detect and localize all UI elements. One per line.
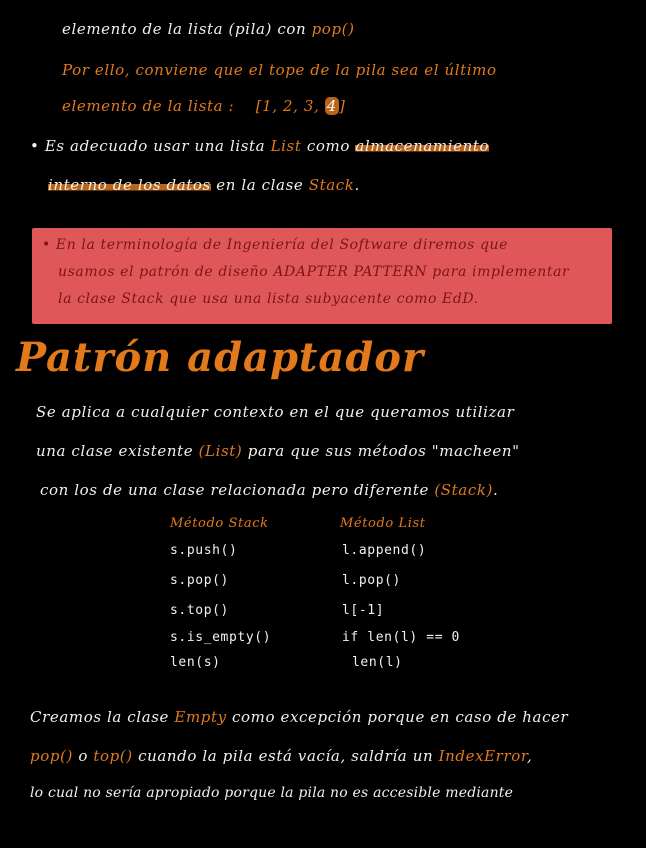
closing-code-top: top() (93, 747, 133, 765)
table-header-list: Método List (340, 516, 426, 531)
closing-line-1-b: como excepción porque en caso de hacer (232, 708, 569, 726)
closing-code-indexerror: IndexError (438, 747, 527, 765)
note-marker: • (42, 237, 51, 253)
section-para-2-b: para que sus métodos "macheen" (247, 442, 520, 460)
intro-line-1-text: elemento de la lista (pila) con (62, 20, 307, 38)
intro-line-2: Por ello, conviene que el tope de la pila sea el último (62, 61, 497, 79)
bullet-1-text-a: Es adecuado usar una lista (44, 137, 266, 155)
section-para-2-code: (List) (198, 442, 243, 460)
section-title: Patrón adaptador (16, 334, 425, 381)
intro-line-3 (62, 97, 345, 115)
intro-line-1 (62, 20, 355, 38)
closing-line-2 (30, 747, 532, 765)
bullet-1-marker: • (30, 137, 40, 155)
bullet-1-text-b: como (306, 137, 350, 155)
bullet-1-code-stack: Stack (308, 176, 355, 194)
note-line-2: usamos el patrón de diseño ADAPTER PATTERN para implementar (58, 264, 570, 280)
intro-line-3-text: elemento de la lista : (62, 97, 235, 115)
bullet-1-highlight-b: interno de los datos (48, 176, 211, 194)
list-prefix: [1, 2, 3, (255, 97, 320, 115)
section-para-3 (40, 481, 498, 499)
section-para-2-a: una clase existente (36, 442, 194, 460)
bullet-1-line-1 (30, 137, 489, 155)
table-cell-list-pop: l.pop() (342, 573, 401, 588)
bullet-1-code-list: List (270, 137, 302, 155)
closing-line-3: lo cual no sería apropiado porque la pila no es accesible mediante (30, 785, 514, 801)
note-line-3: la clase Stack que usa una lista subyacente como EdD. (58, 291, 479, 307)
list-suffix: ] (338, 97, 346, 115)
note-box (32, 228, 612, 324)
table-cell-list-len-check: if len(l) == 0 (342, 630, 460, 645)
table-cell-stack-len: len(s) (170, 655, 221, 670)
pop-code: pop() (311, 20, 355, 38)
table-cell-list-append: l.append() (342, 543, 427, 558)
table-header-stack: Método Stack (170, 516, 269, 531)
closing-line-1-a: Creamos la clase (30, 708, 170, 726)
table-cell-stack-pop: s.pop() (170, 573, 229, 588)
section-para-3-code: (Stack) (434, 481, 493, 499)
note-line-1-text: En la terminología de Ingeniería del Software diremos que (55, 237, 509, 253)
bullet-1-end: . (354, 176, 360, 194)
closing-code-empty: Empty (174, 708, 227, 726)
table-cell-stack-push: s.push() (170, 543, 238, 558)
table-cell-list-len: len(l) (352, 655, 403, 670)
table-cell-stack-is-empty: s.is_empty() (170, 630, 272, 645)
bullet-1-text-c: en la clase (216, 176, 304, 194)
closing-line-2-b: cuando la pila está vacía, saldría un (138, 747, 434, 765)
closing-or: o (78, 747, 88, 765)
table-cell-stack-top: s.top() (170, 603, 229, 618)
table-cell-list-last: l[-1] (342, 603, 385, 618)
section-para-2 (36, 442, 520, 460)
note-line-1 (42, 237, 508, 253)
section-para-3-end: . (492, 481, 499, 499)
closing-line-2-end: , (526, 747, 533, 765)
closing-line-1 (30, 708, 568, 726)
bullet-1-line-2 (48, 176, 360, 194)
section-para-3-a: con los de una clase relacionada pero diferente (40, 481, 429, 499)
closing-code-pop: pop() (30, 747, 73, 765)
bullet-1-highlight-a: almacenamiento (355, 137, 490, 155)
list-highlight-item: 4 (326, 97, 337, 115)
section-para-1: Se aplica a cualquier contexto en el que queramos utilizar (36, 403, 515, 421)
